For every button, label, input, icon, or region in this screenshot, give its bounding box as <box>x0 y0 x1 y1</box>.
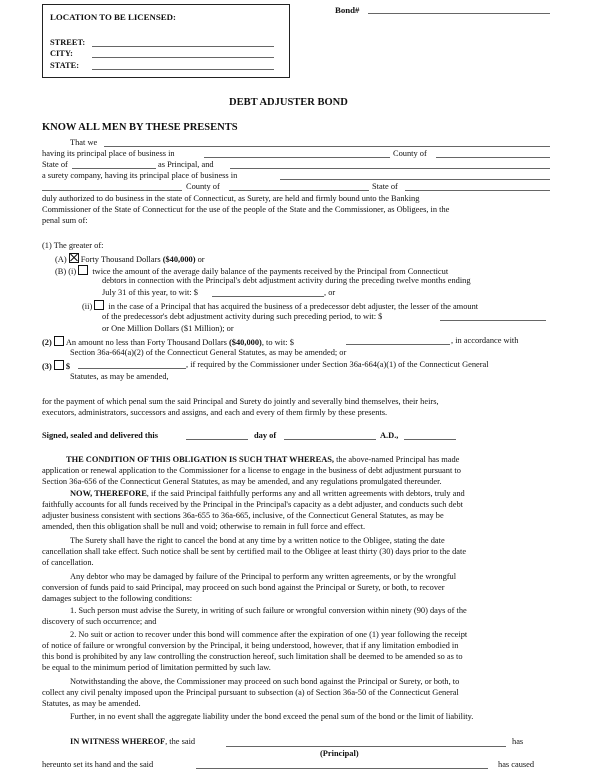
signed-day-field[interactable] <box>186 439 248 440</box>
witness-line <box>70 737 195 747</box>
condition-line3: Section 36a-656 of the Connecticut General Statutes, as may be amended, and any regulations promulgated thereunder. <box>42 477 442 486</box>
cond1-line1: 1. Such person must advise the Surety, in writing of such failure or wrongful conversion within ninety (90) days of the <box>70 606 467 615</box>
option-a <box>55 253 205 265</box>
ad-label: A.D., <box>380 431 399 440</box>
witness-principal-field[interactable] <box>226 746 506 747</box>
place-of-business-text: having its principal place of business in <box>42 149 175 158</box>
state-label: STATE: <box>50 61 80 70</box>
surety-state-field[interactable] <box>405 190 550 191</box>
cond2-line1: 2. No suit or action to recover under this bond will commence after the expiration of one (1) year following the receipt <box>70 630 468 639</box>
option-3-amount-field[interactable] <box>78 368 186 369</box>
witness-surety-field[interactable] <box>196 768 488 769</box>
option-2-prefix: (2) <box>42 338 52 347</box>
has-caused-text: has caused <box>498 760 535 769</box>
option-2-checkbox[interactable] <box>54 336 64 346</box>
duly-authorized-line3: penal sum of: <box>42 216 88 225</box>
condition-text-1: the above-named Principal has made <box>334 455 460 464</box>
cond2-line2: of notice of failure or wrongful conversion by the Principal, it being understood, however, that if any limitation embodied in <box>42 641 459 650</box>
location-title: LOCATION TO BE LICENSED: <box>50 12 176 22</box>
signed-month-field[interactable] <box>284 439 376 440</box>
option-3-line2: Statutes, as may be amended, <box>70 372 169 381</box>
cancel-line2: cancellation shall take effect. Such notice shall be sent by certified mail to the Obligee at least thirty (30) days prior to the date <box>42 547 467 556</box>
option-bii-amount-field[interactable] <box>440 320 546 321</box>
principal-city-field[interactable] <box>204 157 390 158</box>
therefore-line1 <box>70 489 465 499</box>
cond2-line3: this bond is prohibited by any law controlling the construction hereof, such limitation shall be deemed to be amended so as to <box>42 652 463 661</box>
city-field[interactable] <box>92 57 274 58</box>
therefore-line2: faithfully accounts for all funds received by the Principal in the Principal's capacity as a debt adjuster, and conducts such debt <box>42 500 463 509</box>
option-3 <box>42 360 70 372</box>
document-title: DEBT ADJUSTER BOND <box>229 97 348 108</box>
condition-heading: THE CONDITION OF THIS OBLIGATION IS SUCH THAT WHEREAS, <box>66 455 334 464</box>
option-a-checkbox[interactable] <box>69 253 79 263</box>
option-bi-line2: debtors in connection with the Principal's debt adjustment activity during the preceding twelve months ending <box>102 276 471 285</box>
day-of-label: day of <box>254 431 277 440</box>
notwithstanding-line2: collect any civil penalty imposed upon the Principal pursuant to subsection (a) of Section 36a-50 of the Connecticut General <box>42 688 459 697</box>
county-of-text-2: County of <box>186 182 220 191</box>
option-3-checkbox[interactable] <box>54 360 64 370</box>
option-bi-line1: twice the amount of the average daily balance of the payments received by the Principal from Connecticut <box>92 267 449 276</box>
option-a-amount: ($40,000) <box>162 255 196 264</box>
option-2 <box>42 336 294 348</box>
debtor-line2: conversion of funds paid to said Principal, may proceed on such bond against the Principal or Surety, or both, to recover <box>42 583 445 592</box>
debtor-line1: Any debtor who may be damaged by failure of the Principal to perform any written agreements, or by the wrongful <box>70 572 457 581</box>
bond-number-label: Bond# <box>335 5 360 15</box>
condition-line1 <box>66 455 459 465</box>
option-bii-line2: of the predecessor's debt adjustment activity during such preceding period, to wit: $ <box>102 312 383 321</box>
surety-city-field-2[interactable] <box>42 190 182 191</box>
therefore-line3: adjuster business consistent with sections 36a-655 to 36a-665, inclusive, of the Connecticut General Statutes, as may be <box>42 511 444 520</box>
therefore-text-1: , if the said Principal faithfully performs any and all written agreements with debtors, truly and <box>146 489 465 498</box>
cond1-line2: discovery of such occurrence; and <box>42 617 157 626</box>
state-field[interactable] <box>92 69 274 70</box>
option-2-line2: Section 36a-664(a)(2) of the Connecticut General Statutes, as may be amended; or <box>70 348 347 357</box>
signed-year-field[interactable] <box>404 439 456 440</box>
cancel-line1: The Surety shall have the right to cancel the bond at any time by a written notice to the Obligee, stating the date <box>70 536 445 545</box>
condition-line2: application or renewal application to the Commissioner for a license to engage in the business of debt adjustment pursuant to <box>42 466 461 475</box>
signed-label: Signed, sealed and delivered this <box>42 431 158 440</box>
option-bii-line1: in the case of a Principal that has acquired the business of a predecessor debt adjuster, the lesser of the amount <box>108 302 479 311</box>
option-3-dollar: $ <box>65 362 71 371</box>
option-a-text: Forty Thousand Dollars <box>80 255 161 264</box>
option-3-text: , if required by the Commissioner under Section 36a-664(a)(1) of the Connecticut General <box>186 360 489 369</box>
street-field[interactable] <box>92 46 274 47</box>
know-all-heading: KNOW ALL MEN BY THESE PRESENTS <box>42 122 238 133</box>
surety-county-field[interactable] <box>229 190 369 191</box>
option-2-amount-field[interactable] <box>346 344 450 345</box>
option-a-or: or <box>197 255 205 264</box>
principal-county-field[interactable] <box>436 157 550 158</box>
payment-line2: executors, administrators, successors and assigns, and each and every of them firmly by these presents. <box>42 408 388 417</box>
option-bi-or: , or <box>324 288 336 297</box>
witness-has: has <box>512 737 524 746</box>
option-bi-checkbox[interactable] <box>78 265 88 275</box>
state-of-text-2: State of <box>372 182 398 191</box>
county-of-text: County of <box>393 149 427 158</box>
option-2-towit: , to wit: $ <box>261 338 294 347</box>
option-2-accordance: , in accordance with <box>451 336 519 345</box>
cancel-line3: of cancellation. <box>42 558 94 567</box>
option-bii <box>82 300 478 312</box>
duly-authorized-line2: Commissioner of the State of Connecticut for the use of the people of the State and the Commissioner, as Obligees, in the <box>42 205 450 214</box>
option-bi-prefix: (B) (i) <box>55 267 77 276</box>
option-2-amount: ($40,000) <box>229 338 262 347</box>
payment-line1: for the payment of which penal sum the said Principal and Surety do jointly and severally bind themselves, their heirs, <box>42 397 439 406</box>
option-bii-checkbox[interactable] <box>94 300 104 310</box>
option-3-prefix: (3) <box>42 362 52 371</box>
surety-city-field[interactable] <box>280 179 550 180</box>
surety-name-field[interactable] <box>230 168 550 169</box>
option-2-text: An amount no less than Forty Thousand Dollars <box>65 338 227 347</box>
hereunto-text: hereunto set its hand and the said <box>42 760 154 769</box>
principal-state-field[interactable] <box>72 168 156 169</box>
witness-said: , the said <box>165 737 196 746</box>
principal-caption: (Principal) <box>320 749 359 758</box>
option-a-prefix: (A) <box>55 255 67 264</box>
cond2-line4: be equal to the minimum period of limitation permitted by such law. <box>42 663 271 672</box>
notwithstanding-line3: Statutes, as may be amended. <box>42 699 141 708</box>
therefore-heading: NOW, THEREFORE <box>70 489 147 498</box>
further-text: Further, in no event shall the aggregate liability under the bond exceed the penal sum of the bond or the limit of liability. <box>70 712 474 721</box>
state-of-text: State of <box>42 160 68 169</box>
as-principal-text: as Principal, and <box>158 160 214 169</box>
greater-of-text: (1) The greater of: <box>42 241 104 250</box>
therefore-line4: amended, then this obligation shall be null and void; otherwise to remain in full force and effect. <box>42 522 366 531</box>
option-bi-amount-field[interactable] <box>212 296 324 297</box>
city-label: CITY: <box>50 49 73 58</box>
option-bii-line3: or One Million Dollars ($1 Million); or <box>102 324 234 333</box>
street-label: STREET: <box>50 38 86 47</box>
debtor-line3: damages subject to the following conditions: <box>42 594 193 603</box>
principal-name-field[interactable] <box>104 146 550 147</box>
that-we-text: That we <box>70 138 98 147</box>
bond-number-field[interactable] <box>368 13 550 14</box>
duly-authorized-line1: duly authorized to do business in the state of Connecticut, as Surety, are held and firmly bound unto the Banking <box>42 194 420 203</box>
surety-company-text: a surety company, having its principal place of business in <box>42 171 238 180</box>
notwithstanding-line1: Notwithstanding the above, the Commissioner may proceed on such bond against the Principal or Surety, or both, to <box>70 677 460 686</box>
witness-heading: IN WITNESS WHEREOF <box>70 737 166 746</box>
option-bi-line3: July 31 of this year, to wit: $ <box>102 288 198 297</box>
option-bii-prefix: (ii) <box>82 302 93 311</box>
